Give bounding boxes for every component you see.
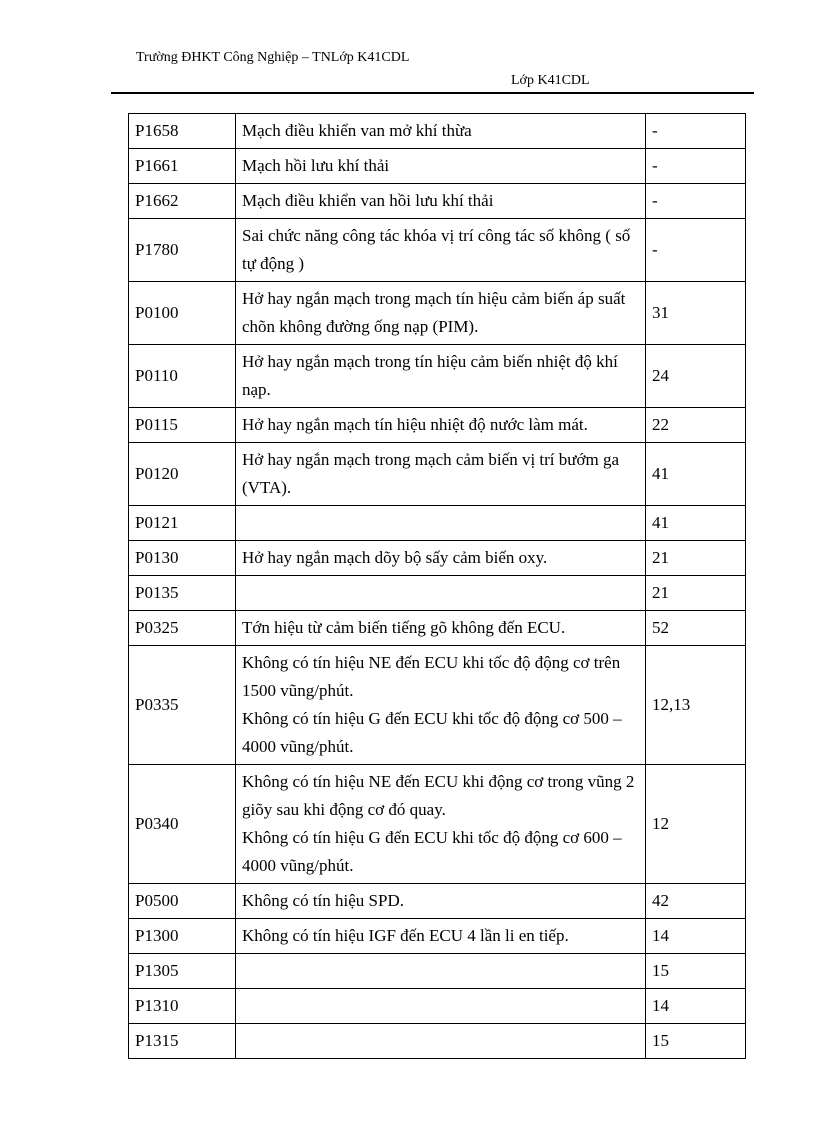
- description-cell: [236, 989, 646, 1024]
- blink-code-cell: 31: [646, 282, 746, 345]
- description-cell: [236, 282, 646, 345]
- error-code-cell: P0110: [129, 345, 236, 408]
- blink-code-cell: 52: [646, 611, 746, 646]
- table-row: [129, 611, 746, 646]
- description-cell: [236, 576, 646, 611]
- description-cell: [236, 114, 646, 149]
- description-cell: [236, 219, 646, 282]
- description-paragraph: Hở hay ngắn mạch trong tín hiệu cảm biến nhiệt độ khí nạp.: [242, 352, 618, 399]
- description-paragraph: Không có tín hiệu G đến ECU khi tốc độ động cơ 600 – 4000 vũng/phút.: [242, 828, 622, 875]
- blink-code-cell: 21: [646, 541, 746, 576]
- table-row: [129, 1024, 746, 1059]
- error-code-cell: P0121: [129, 506, 236, 541]
- description-paragraph: Hở hay ngắn mạch trong mạch cảm biến vị trí bướm ga (VTA).: [242, 450, 620, 497]
- blink-code-cell: 14: [646, 989, 746, 1024]
- description-cell: [236, 919, 646, 954]
- blink-code-cell: 21: [646, 576, 746, 611]
- error-code-cell: P0100: [129, 282, 236, 345]
- description-cell: [236, 443, 646, 506]
- blink-code-cell: -: [646, 149, 746, 184]
- description-cell: [236, 506, 646, 541]
- table-row: [129, 541, 746, 576]
- error-code-cell: P1658: [129, 114, 236, 149]
- blink-code-cell: 22: [646, 408, 746, 443]
- blink-code-cell: -: [646, 184, 746, 219]
- description-cell: [236, 884, 646, 919]
- error-code-cell: P0500: [129, 884, 236, 919]
- error-code-cell: P0135: [129, 576, 236, 611]
- description-paragraph: [242, 509, 639, 537]
- description-cell: [236, 954, 646, 989]
- description-cell: [236, 1024, 646, 1059]
- description-paragraph: [242, 1027, 639, 1055]
- error-code-cell: P1305: [129, 954, 236, 989]
- description-paragraph: Không có tín hiệu NE đến ECU khi động cơ trong vũng 2 giõy sau khi động cơ đó quay.: [242, 772, 635, 819]
- blink-code-cell: 42: [646, 884, 746, 919]
- description-paragraph: [242, 957, 639, 985]
- description-cell: [236, 149, 646, 184]
- description-paragraph: Không có tín hiệu IGF đến ECU 4 lần li en tiếp.: [242, 926, 569, 945]
- blink-code-cell: -: [646, 219, 746, 282]
- description-paragraph: Mạch điều khiển van hồi lưu khí thải: [242, 191, 494, 210]
- description-cell: [236, 184, 646, 219]
- description-cell: [236, 765, 646, 884]
- error-code-cell: P1662: [129, 184, 236, 219]
- error-code-cell: P0325: [129, 611, 236, 646]
- description-paragraph: Sai chức năng công tác khóa vị trí công tác số không ( số tự động ): [242, 226, 631, 273]
- error-code-table-body: [129, 114, 746, 1059]
- table-row: [129, 646, 746, 765]
- blink-code-cell: 41: [646, 443, 746, 506]
- blink-code-cell: 12,13: [646, 646, 746, 765]
- description-paragraph: Không có tín hiệu NE đến ECU khi tốc độ động cơ trên 1500 vũng/phút.: [242, 653, 621, 700]
- error-code-cell: P0340: [129, 765, 236, 884]
- blink-code-cell: 24: [646, 345, 746, 408]
- error-code-cell: P0120: [129, 443, 236, 506]
- description-cell: [236, 541, 646, 576]
- table-row: [129, 989, 746, 1024]
- table-row: [129, 884, 746, 919]
- description-paragraph: [242, 579, 639, 607]
- table-row: [129, 576, 746, 611]
- description-cell: [236, 611, 646, 646]
- blink-code-cell: 15: [646, 954, 746, 989]
- header-class-text: Lớp K41CDL: [511, 73, 590, 88]
- error-code-cell: P1300: [129, 919, 236, 954]
- table-row: [129, 506, 746, 541]
- table-row: [129, 282, 746, 345]
- blink-code-cell: 12: [646, 765, 746, 884]
- table-row: [129, 345, 746, 408]
- table-row: [129, 219, 746, 282]
- blink-code-cell: -: [646, 114, 746, 149]
- error-code-cell: P1661: [129, 149, 236, 184]
- error-code-table: [128, 113, 746, 1059]
- table-row: [129, 149, 746, 184]
- description-paragraph: Không có tín hiệu SPD.: [242, 891, 404, 910]
- description-paragraph: Không có tín hiệu G đến ECU khi tốc độ động cơ 500 – 4000 vũng/phút.: [242, 709, 622, 756]
- error-code-cell: P0130: [129, 541, 236, 576]
- error-code-cell: P0335: [129, 646, 236, 765]
- description-cell: [236, 646, 646, 765]
- description-paragraph: [242, 992, 639, 1020]
- error-code-cell: P1780: [129, 219, 236, 282]
- error-code-cell: P0115: [129, 408, 236, 443]
- table-row: [129, 184, 746, 219]
- description-cell: [236, 345, 646, 408]
- description-paragraph: Hở hay ngắn mạch tín hiệu nhiệt độ nước làm mát.: [242, 415, 588, 434]
- table-row: [129, 114, 746, 149]
- description-paragraph: Mạch điều khiển van mở khí thừa: [242, 121, 472, 140]
- blink-code-cell: 15: [646, 1024, 746, 1059]
- description-paragraph: Hở hay ngắn mạch dõy bộ sấy cảm biến oxy.: [242, 548, 548, 567]
- description-paragraph: Hở hay ngắn mạch trong mạch tín hiệu cảm biến áp suất chõn không đường ống nạp (PIM).: [242, 289, 626, 336]
- table-row: [129, 919, 746, 954]
- table-row: [129, 765, 746, 884]
- description-paragraph: Mạch hồi lưu khí thải: [242, 156, 390, 175]
- header-divider: [111, 92, 754, 94]
- table-row: [129, 443, 746, 506]
- blink-code-cell: 14: [646, 919, 746, 954]
- description-paragraph: Tớn hiệu từ cảm biến tiếng gõ không đến ECU.: [242, 618, 566, 637]
- error-code-cell: P1310: [129, 989, 236, 1024]
- error-code-cell: P1315: [129, 1024, 236, 1059]
- table-row: [129, 408, 746, 443]
- header-school-text: Trường ĐHKT Công Nghiệp – TNLớp K41CDL: [136, 50, 410, 65]
- table-row: [129, 954, 746, 989]
- blink-code-cell: 41: [646, 506, 746, 541]
- description-cell: [236, 408, 646, 443]
